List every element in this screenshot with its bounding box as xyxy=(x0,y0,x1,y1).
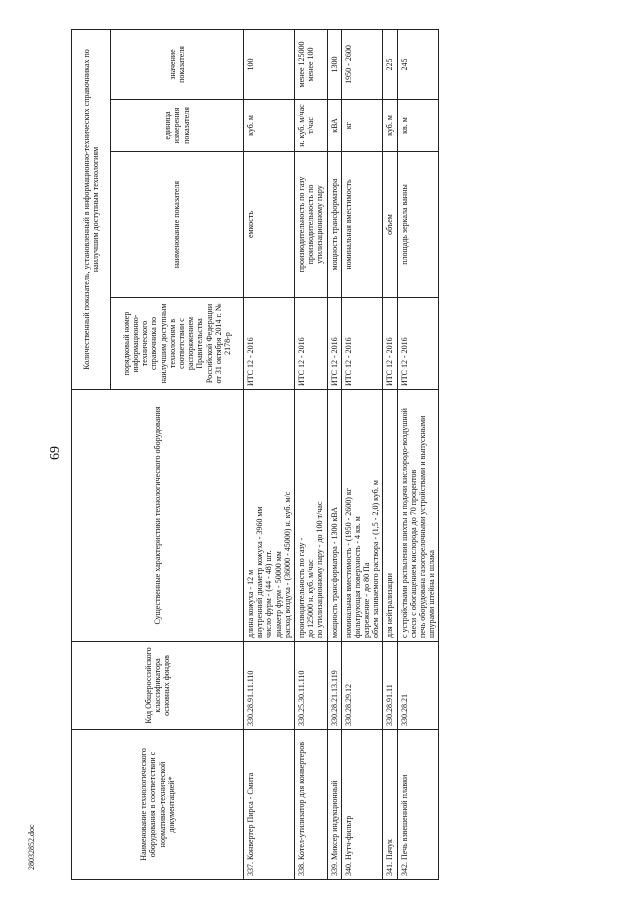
row-indicator: емкость xyxy=(244,152,295,298)
row-characteristics xyxy=(383,390,397,642)
row-its: ИТС 12 - 2016 xyxy=(294,298,327,390)
row-unit: кв. м xyxy=(397,100,439,152)
row-indicator: объем xyxy=(383,152,397,298)
row-characteristics xyxy=(341,390,383,642)
row-number: 338. xyxy=(296,860,306,876)
row-value: 245 xyxy=(397,29,439,99)
row-number: 339. xyxy=(329,860,339,876)
row-name-text: Конвертер Пирса - Смита xyxy=(246,772,255,860)
characteristic-line: с устройствами распыления шихты и подачи кислородо-воздушной смеси с обогащением кислорода до 70 процентов xyxy=(399,408,418,638)
header-name: Наименование технологического оборудования в соответствии с нормативно-технической документацией* xyxy=(72,730,244,880)
characteristic-line: внутренний диаметр кожуха - 3960 мм xyxy=(255,506,265,638)
row-value: 100 xyxy=(244,29,295,99)
header-code: Код Общероссийского классификатора основных фондов xyxy=(72,642,244,730)
table-body xyxy=(244,29,439,879)
row-unit: н. куб. м/час т/час xyxy=(294,100,327,152)
row-indicator: площадь зеркала ванны xyxy=(397,152,439,298)
row-number: 341. xyxy=(385,860,395,876)
characteristic-line: по утилизационному пару - до 100 т/час xyxy=(315,501,325,638)
table-row xyxy=(397,29,439,879)
row-name xyxy=(294,730,327,880)
row-value: 1950 - 2600 xyxy=(341,29,383,99)
row-code: 330.28.21 xyxy=(397,642,439,730)
row-characteristics xyxy=(244,390,295,642)
row-indicator: мощность трансформатора xyxy=(327,152,341,298)
row-its: ИТС 12 - 2016 xyxy=(244,298,295,390)
header-unit: единица измерения показателя xyxy=(111,100,244,152)
row-code: 330.28.91.11 xyxy=(383,642,397,730)
row-its: ИТС 12 - 2016 xyxy=(341,298,383,390)
row-value: менее 125000 менее 100 xyxy=(294,29,327,99)
row-value: 1300 xyxy=(327,29,341,99)
table-row xyxy=(383,29,397,879)
row-value: 225 xyxy=(383,29,397,99)
row-name xyxy=(383,730,397,880)
characteristic-line: до 125000 н. куб. м/час xyxy=(306,559,316,638)
characteristic-line: производительность по газу - xyxy=(296,537,306,638)
characteristic-line: расход воздуха - (36000 - 45000) н. куб. м/с xyxy=(282,491,292,638)
row-characteristics xyxy=(327,390,341,642)
characteristic-line: число фурм - (44 - 48) шт. xyxy=(264,550,274,638)
row-name xyxy=(341,730,383,880)
row-code: 330.25.30.11.110 xyxy=(294,642,327,730)
characteristic-line: печь оборудована газогорелочными устройствами и выпускными шпурами штейна и шлака xyxy=(418,415,437,638)
page-number: 69 xyxy=(48,446,63,460)
header-its: порядковый номер информационно-технического справочника по наилучшим доступным технологиям в соответствии с распоряжением Правительства Российской Федерации от 31 октября 2014 г. № 2178-р xyxy=(111,298,244,390)
characteristic-line: фильтрующая поверхность - 4 кв. м xyxy=(352,516,362,638)
header-value: значение показателя xyxy=(111,29,244,99)
row-name-text: Котел-утилизатор для конвертеров xyxy=(296,742,306,860)
row-its: ИТС 12 - 2016 xyxy=(383,298,397,390)
footer-filename: 28032852.doc xyxy=(27,824,36,870)
row-code: 330.28.21.13.119 xyxy=(327,642,341,730)
row-unit: куб. м xyxy=(244,100,295,152)
row-characteristics xyxy=(397,390,439,642)
row-unit: кВА xyxy=(327,100,341,152)
table-row xyxy=(341,29,383,879)
header-group: Количественный показатель, установленный в информационно-технических справочниках по наилучшим доступным технологиям xyxy=(72,29,111,389)
row-name xyxy=(244,730,295,880)
row-name-text: Нутч-фильтр xyxy=(343,815,353,860)
header-indicator: наименование показателя xyxy=(111,152,244,298)
row-number: 337. xyxy=(246,860,255,876)
characteristic-line: длина кожуха - 12 м xyxy=(246,569,255,638)
rotated-table-container xyxy=(71,30,611,880)
row-number: 340. xyxy=(343,860,353,876)
row-name xyxy=(327,730,341,880)
row-its: ИТС 12 - 2016 xyxy=(397,298,439,390)
characteristic-line: для нейтрализации xyxy=(385,573,395,638)
characteristic-line: номинальная вместимость - (1950 - 2600) кг xyxy=(343,487,353,638)
equipment-table xyxy=(71,29,439,880)
row-name xyxy=(397,730,439,880)
row-its: ИТС 12 - 2016 xyxy=(327,298,341,390)
row-code: 330.28.29.12 xyxy=(341,642,383,730)
row-indicator: производительность по газу производительность по утилизационному пару xyxy=(294,152,327,298)
row-characteristics xyxy=(294,390,327,642)
characteristic-line: разрежение - до 80 Па xyxy=(362,562,372,638)
row-indicator: номинальная вместимость xyxy=(341,152,383,298)
header-characteristics: Существенные характеристики технологического оборудования xyxy=(72,390,244,642)
row-name-text: Пачук xyxy=(385,839,395,860)
row-unit: куб. м xyxy=(383,100,397,152)
table-row xyxy=(294,29,327,879)
table-row xyxy=(244,29,295,879)
row-unit: кг xyxy=(341,100,383,152)
characteristic-line: объем заливаемого раствора - (1,5 - 2,0) куб. м xyxy=(371,480,381,638)
row-name-text: Печь взвешенной плавки xyxy=(399,774,409,860)
row-number: 342. xyxy=(399,860,409,876)
characteristic-line: мощность трансформатора - 1300 кВА xyxy=(329,507,339,638)
table-row xyxy=(327,29,341,879)
characteristic-line: диаметр фурм - 50000 мм xyxy=(273,551,283,638)
row-code: 330.28.91.11.110 xyxy=(244,642,295,730)
row-name-text: Миксер индукционный xyxy=(329,780,339,860)
